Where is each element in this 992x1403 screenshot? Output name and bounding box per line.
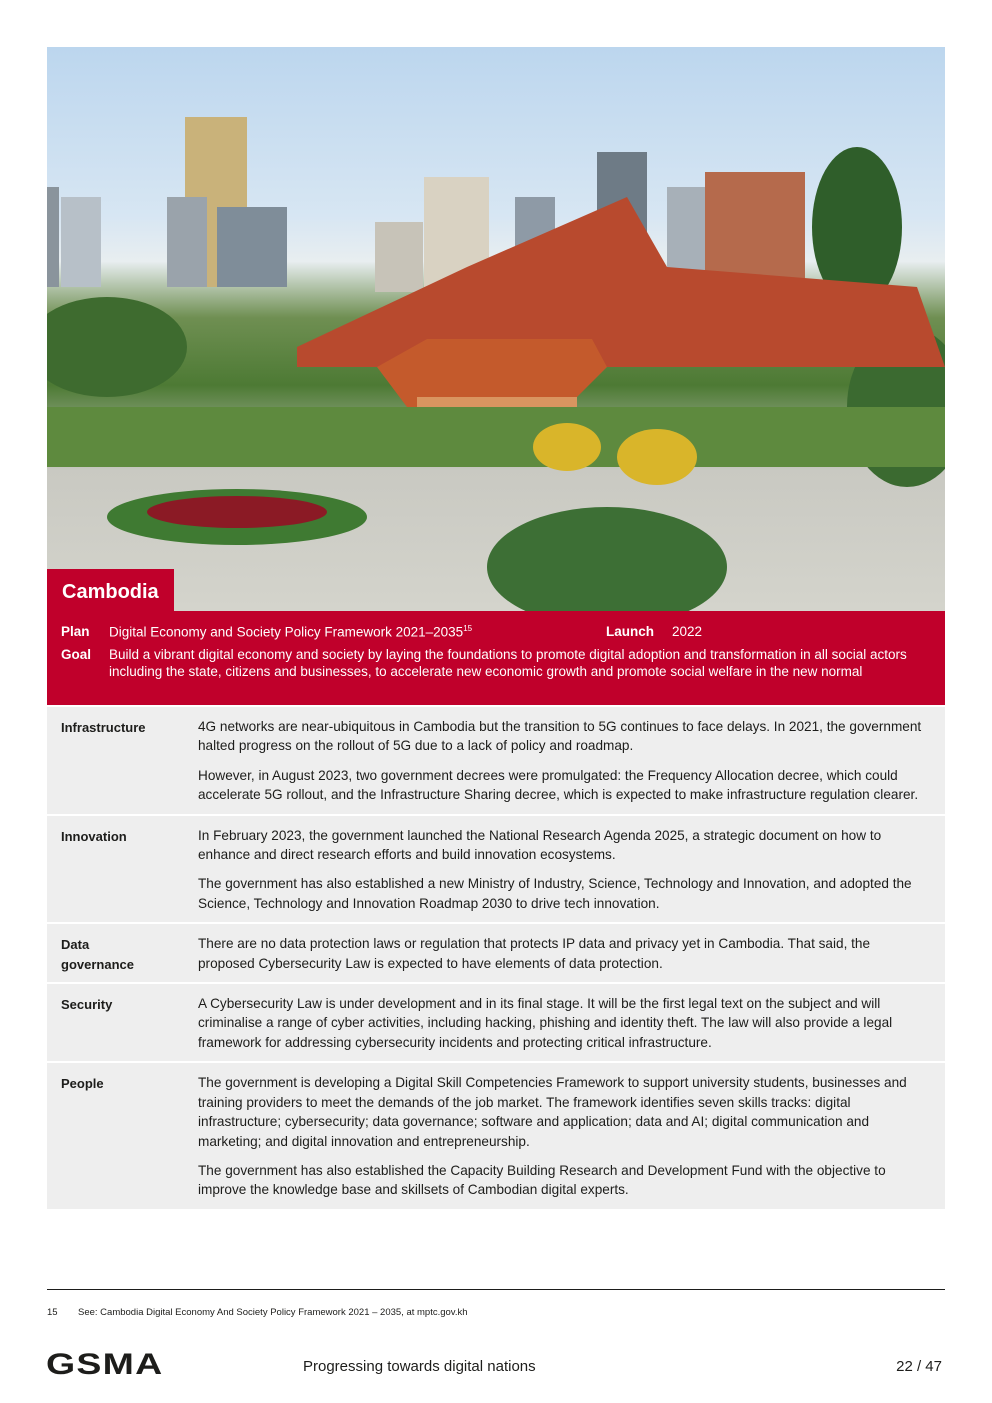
country-title: Cambodia: [47, 569, 174, 611]
row-paragraph: However, in August 2023, two government decrees were promulgated: the Frequency Allocation decree, which could accelerate 5G rollout, and the Infrastructure Sharing decree, which is expected to make infrastructure regulation clearer.: [198, 767, 919, 803]
plan-panel: [47, 611, 945, 705]
goal-value: Build a vibrant digital economy and society by laying the foundations to promote digital adoption and transformation in all social actors including the state, citizens and businesses, to accelerate new economic growth and promote social welfare in the new normal: [109, 647, 907, 679]
row-paragraph: 4G networks are near-ubiquitous in Cambodia but the transition to 5G continues to face delays. In 2021, the government halted progress on the rollout of 5G due to a lack of policy and roadmap.: [198, 719, 922, 754]
row-body: [198, 994, 929, 1052]
table-row: [47, 1063, 945, 1210]
document-title: Progressing towards digital nations: [303, 1358, 536, 1375]
page-number: 22 / 47: [896, 1358, 942, 1375]
plan-label: Plan: [61, 624, 90, 639]
row-paragraph: The government is developing a Digital Skill Competencies Framework to support university students, businesses and training providers to meet the demands of the job market. The framework identifies seven skills tracks: digital infrastructure; cybersecurity; data governance; software and application; data and AI; digital communication and marketing; and digital innovation and entrepreneurship.: [198, 1075, 907, 1149]
row-heading: Infrastructure: [61, 720, 146, 735]
plan-value: [109, 624, 472, 640]
footnote-number: 15: [47, 1307, 58, 1318]
row-paragraph: The government has also established the Capacity Building Research and Development Fund with the objective to improve the knowledge base and skillsets of Cambodian digital experts.: [198, 1162, 886, 1198]
footnote: [47, 1307, 468, 1318]
row-paragraph: A Cybersecurity Law is under development and in its final stage. It will be the first legal text on the subject and will criminalise a range of cyber activities, including hacking, phishing and identity theft. The law will also provide a legal framework for addressing cybersecurity incidents and protecting critical infrastructure.: [198, 996, 893, 1050]
policy-table: [47, 707, 945, 1211]
table-row: [47, 816, 945, 925]
launch-value: 2022: [672, 624, 703, 639]
table-row: [47, 924, 945, 984]
row-paragraph: The government has also established a new Ministry of Industry, Science, Technology and Innovation, and adopted the Science, Technology and Innovation Roadmap 2030 to drive tech innovation.: [198, 876, 912, 911]
row-heading: Innovation: [61, 828, 127, 844]
plan-footnote-ref: 15: [463, 624, 473, 633]
row-body: [198, 826, 929, 914]
row-paragraph: In February 2023, the government launched the National Research Agenda 2025, a strategic document on how to enhance and direct research efforts and build innovation ecosystems.: [198, 827, 882, 863]
goal-label: Goal: [61, 647, 92, 662]
row-body: [198, 1073, 929, 1199]
hero-photo: [47, 47, 945, 611]
hero-illustration: [47, 47, 945, 611]
row-paragraph: There are no data protection laws or regulation that protects IP data and privacy yet in Cambodia. That said, the proposed Cybersecurity Law is expected to have elements of data protection.: [198, 936, 871, 971]
row-heading: Data governance: [61, 937, 134, 973]
table-row: [47, 707, 945, 816]
footnote-divider: [47, 1289, 945, 1290]
launch-label: Launch: [606, 624, 655, 639]
row-body: [198, 717, 929, 805]
row-heading: People: [61, 1076, 104, 1092]
footnote-text: See: Cambodia Digital Economy And Society Policy Framework 2021 – 2035, at mptc.gov.kh: [78, 1307, 468, 1318]
gsma-logo: GSMA: [46, 1348, 164, 1381]
table-row: [47, 984, 945, 1063]
row-body: [198, 934, 929, 973]
row-heading: Security: [61, 997, 113, 1013]
plan-name: Digital Economy and Society Policy Framework 2021–2035: [109, 624, 464, 640]
